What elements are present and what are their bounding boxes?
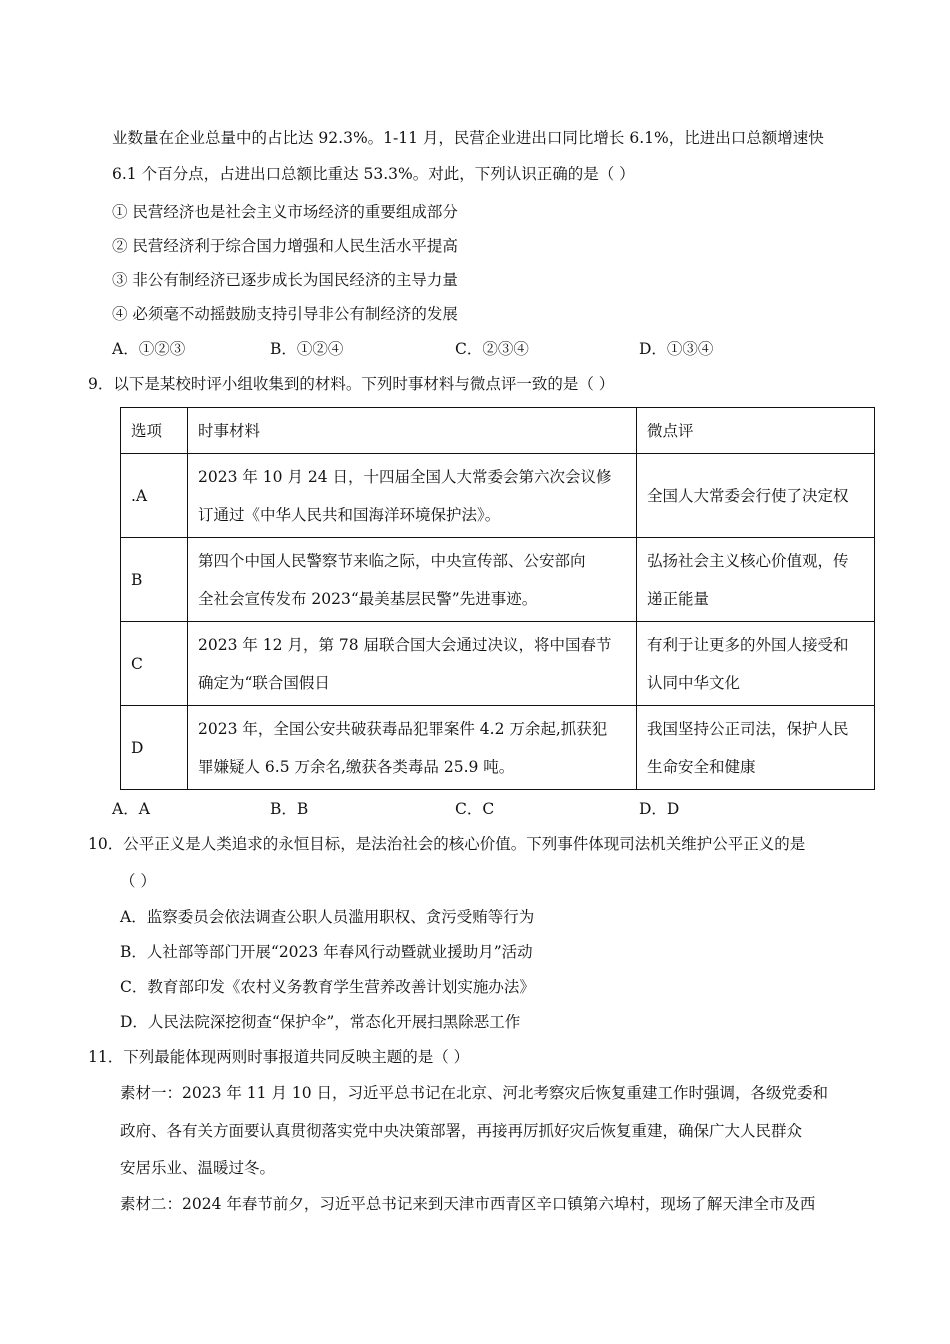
q9-row-c-comment [637,622,875,706]
q9-row-a-comment [637,454,875,538]
q9-row-c-material-line-2: 确定为“联合国假日 [198,673,330,692]
q10-stem-bracket: （ ） [120,872,156,890]
q11-material-line-3: 安居乐业、温暖过冬。 [120,1159,276,1177]
q9-row-b-material [188,538,637,622]
q9-row-b-comment-line-1: 弘扬社会主义核心价值观，传 [647,551,849,570]
q9-row-c-material [188,622,637,706]
q11-material-line-4: 素材二：2024 年春节前夕，习近平总书记来到天津市西青区辛口镇第六埠村，现场了解天津全市及西 [120,1195,816,1213]
q9-row-b-material-line-2: 全社会宣传发布 2023“最美基层民警”先进事迹。 [198,589,538,608]
q8-option-b: B．①②④ [270,340,344,358]
q9-header-option: 选项 [121,408,188,454]
q9-row-b-comment-line-2: 递正能量 [647,589,710,608]
q8-statement-1: ① 民营经济也是社会主义市场经济的重要组成部分 [112,203,458,221]
q9-row-a-label: .A [121,454,188,538]
q10-option-c: C．教育部印发《农村义务教育学生营养改善计划实施办法》 [120,978,535,996]
q9-option-c: C．C [455,800,495,818]
q9-row-d-material-line-1: 2023 年，全国公安共破获毒品犯罪案件 4.2 万余起,抓获犯 [198,719,608,738]
q8-option-d: D．①③④ [639,340,714,358]
q9-header-comment: 微点评 [637,408,875,454]
q9-stem: 9．以下是某校时评小组收集到的材料。下列时事材料与微点评一致的是（ ） [88,375,615,393]
q9-table [120,407,875,790]
q9-row-a-material-line-1: 2023 年 10 月 24 日，十四届全国人大常委会第六次会议修 [198,467,612,486]
q9-row-b-material-line-1: 第四个中国人民警察节来临之际，中央宣传部、公安部向 [198,551,586,570]
q11-material-line-1: 素材一：2023 年 11 月 10 日，习近平总书记在北京、河北考察灾后恢复重建工作时强调，各级党委和 [120,1084,829,1102]
q9-row-b-comment [637,538,875,622]
q8-text-line-2: 6.1 个百分点，占进出口总额比重达 53.3%。对此，下列认识正确的是（ ） [112,165,635,183]
q9-row-d-material [188,706,637,790]
q9-table-header-row [121,408,875,454]
q9-row-b-label: B [121,538,188,622]
q9-table-row-d [121,706,875,790]
q9-row-d-comment-line-1: 我国坚持公正司法，保护人民 [647,719,849,738]
q9-row-d-material-line-2: 罪嫌疑人 6.5 万余名,缴获各类毒品 25.9 吨。 [198,757,515,776]
q9-option-b: B．B [270,800,309,818]
q8-option-a: A．①②③ [112,340,186,358]
q9-row-a-material-line-2: 订通过《中华人民共和国海洋环境保护法》。 [198,505,501,524]
q8-option-c: C．②③④ [455,340,529,358]
q9-table-row-a [121,454,875,538]
q10-stem: 10．公平正义是人类追求的永恒目标，是法治社会的核心价值。下列事件体现司法机关维护公平正义的是 [88,835,806,853]
q8-statement-3: ③ 非公有制经济已逐步成长为国民经济的主导力量 [112,271,458,289]
q8-statement-2: ② 民营经济利于综合国力增强和人民生活水平提高 [112,237,458,255]
q10-option-d: D．人民法院深挖彻查“保护伞”，常态化开展扫黑除恶工作 [120,1013,521,1031]
q9-table-row-b [121,538,875,622]
q11-material-line-2: 政府、各有关方面要认真贯彻落实党中央决策部署，再接再厉抓好灾后恢复重建，确保广大人民群众 [120,1122,803,1140]
q9-table-row-c [121,622,875,706]
q9-option-d: D．D [639,800,680,818]
q10-option-b: B．人社部等部门开展“2023 年春风行动暨就业援助月”活动 [120,943,533,961]
q8-statement-4: ④ 必须毫不动摇鼓励支持引导非公有制经济的发展 [112,305,458,323]
q9-row-c-label: C [121,622,188,706]
q11-stem: 11．下列最能体现两则时事报道共同反映主题的是（ ） [88,1048,470,1066]
q9-row-d-comment [637,706,875,790]
q9-row-a-material [188,454,637,538]
q9-option-a: A．A [112,800,150,818]
q9-row-a-comment-line-1: 全国人大常委会行使了决定权 [647,486,849,505]
q9-row-d-label: D [121,706,188,790]
q9-row-c-comment-line-1: 有利于让更多的外国人接受和 [647,635,849,654]
q9-header-material: 时事材料 [188,408,637,454]
q10-option-a: A．监察委员会依法调查公职人员滥用职权、贪污受贿等行为 [120,908,535,926]
q9-row-d-comment-line-2: 生命安全和健康 [647,757,756,776]
q8-text-line-1: 业数量在企业总量中的占比达 92.3%。1-11 月，民营企业进出口同比增长 6.1%，比进出口总额增速快 [112,129,824,147]
q9-row-c-comment-line-2: 认同中华文化 [647,673,741,692]
q9-row-c-material-line-1: 2023 年 12 月，第 78 届联合国大会通过决议，将中国春节 [198,635,612,654]
